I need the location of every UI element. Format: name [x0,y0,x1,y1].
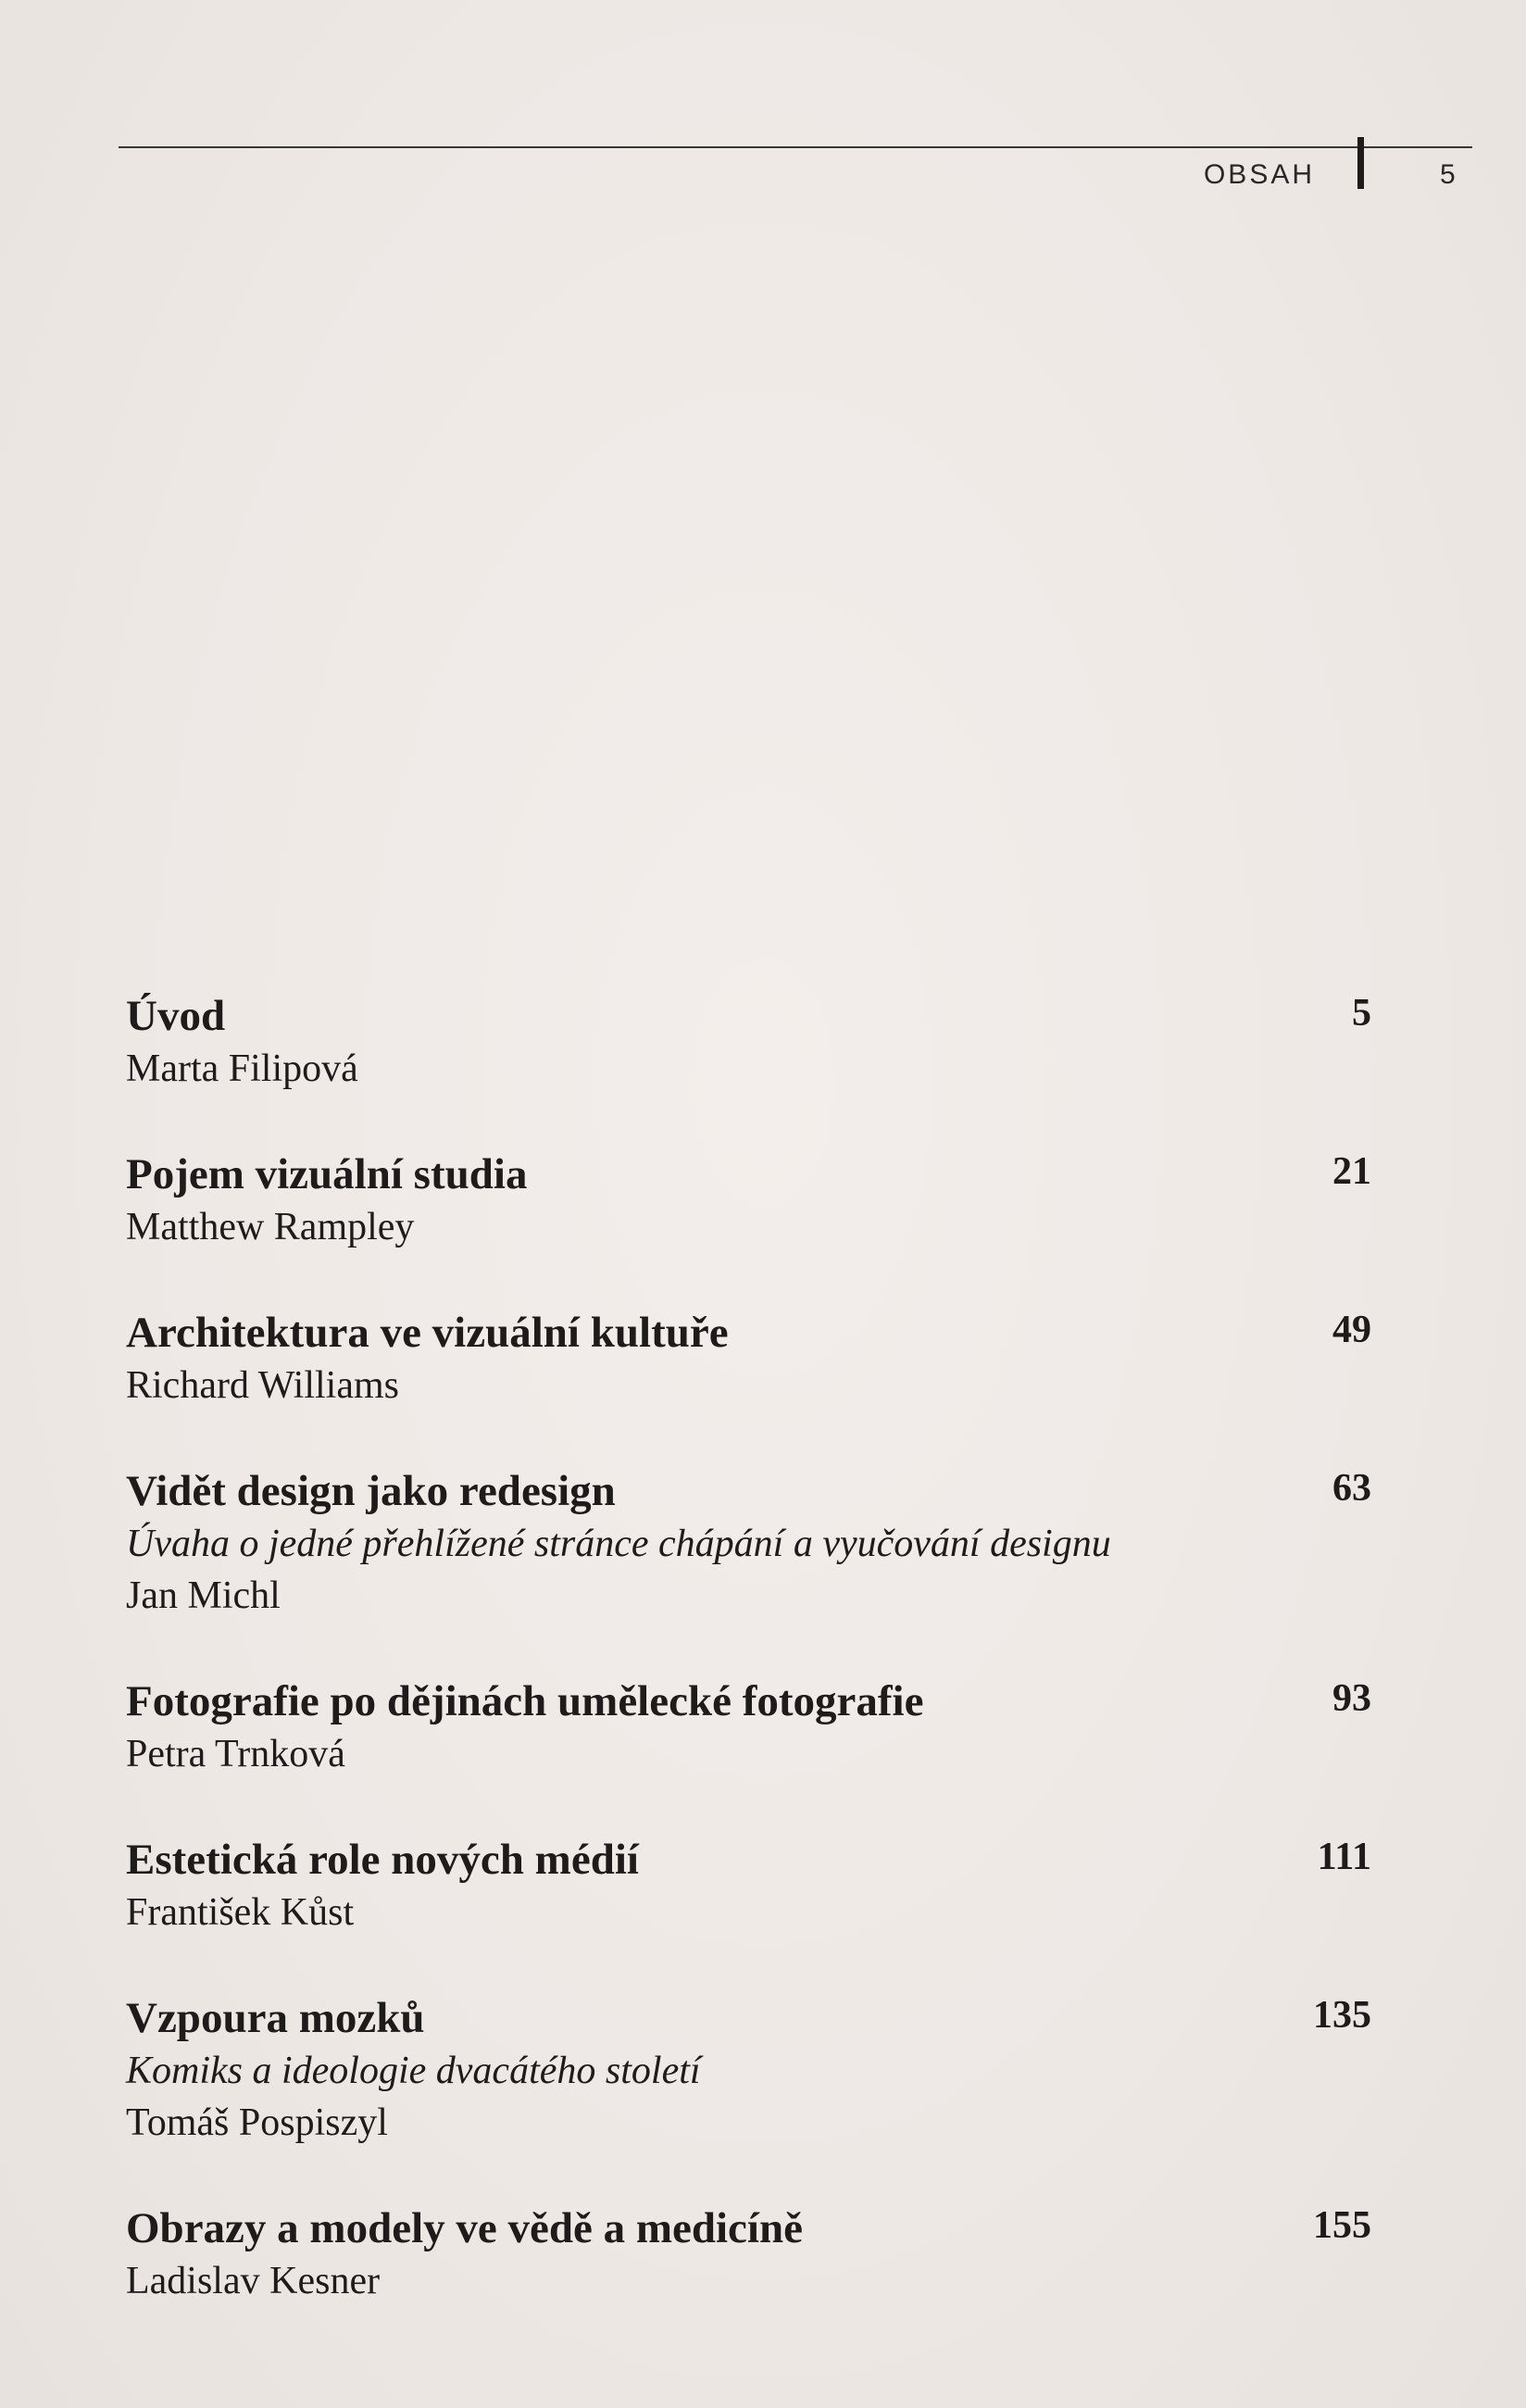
toc-entry-page: 63 [1332,1467,1371,1510]
toc-entry-author: Jan Michl [126,1574,281,1617]
running-header-label: OBSAH [1203,159,1315,190]
toc-entry-author: Marta Filipová [126,1047,358,1090]
toc-entry-author: Matthew Rampley [126,1206,415,1248]
toc-entry-title: Vzpoura mozků [126,1994,425,2042]
toc-entry-title: Obrazy a modely ve vědě a medicíně [126,2204,803,2252]
toc-entry-title: Vidět design jako redesign [126,1467,616,1515]
toc-entry-subtitle: Komiks a ideologie dvacátého století [126,2050,701,2092]
toc-entry [126,1991,1371,2149]
toc-entry-page: 5 [1352,992,1371,1035]
running-header-page-number: 5 [1440,159,1456,190]
toc-entry-title: Estetická role nových médií [126,1836,639,1884]
toc-entry-author: Petra Trnková [126,1733,345,1775]
toc-entry-page: 49 [1332,1309,1371,1351]
toc-entry-page: 155 [1313,2204,1371,2247]
toc-entry-author: Richard Williams [126,1364,399,1407]
toc-entry-page: 93 [1332,1677,1371,1720]
toc-entry [126,1464,1371,1622]
toc-entry [126,989,1371,1095]
toc-entry-title: Fotografie po dějinách umělecké fotografie [126,1677,924,1725]
toc-entry-subtitle: Úvaha o jedné přehlížené stránce chápání a vyučování designu [126,1523,1111,1565]
toc-entry-author: František Kůst [126,1891,355,1934]
toc-entry [126,2201,1371,2307]
toc-entry-page: 111 [1317,1836,1371,1878]
toc-entry-page: 135 [1313,1994,1371,2037]
header-separator-bar [1357,137,1364,189]
toc-entry-author: Tomáš Pospiszyl [126,2101,388,2144]
toc-entry [126,1674,1371,1780]
toc-entry [126,1148,1371,1253]
toc-entry-title: Architektura ve vizuální kultuře [126,1309,729,1357]
table-of-contents [126,989,1371,2360]
toc-entry [126,1833,1371,1938]
toc-entry-page: 21 [1332,1150,1371,1193]
toc-entry-title: Pojem vizuální studia [126,1150,528,1198]
toc-entry-author: Ladislav Kesner [126,2260,381,2302]
toc-entry [126,1306,1371,1411]
toc-entry-title: Úvod [126,992,226,1040]
header-rule [119,146,1472,148]
